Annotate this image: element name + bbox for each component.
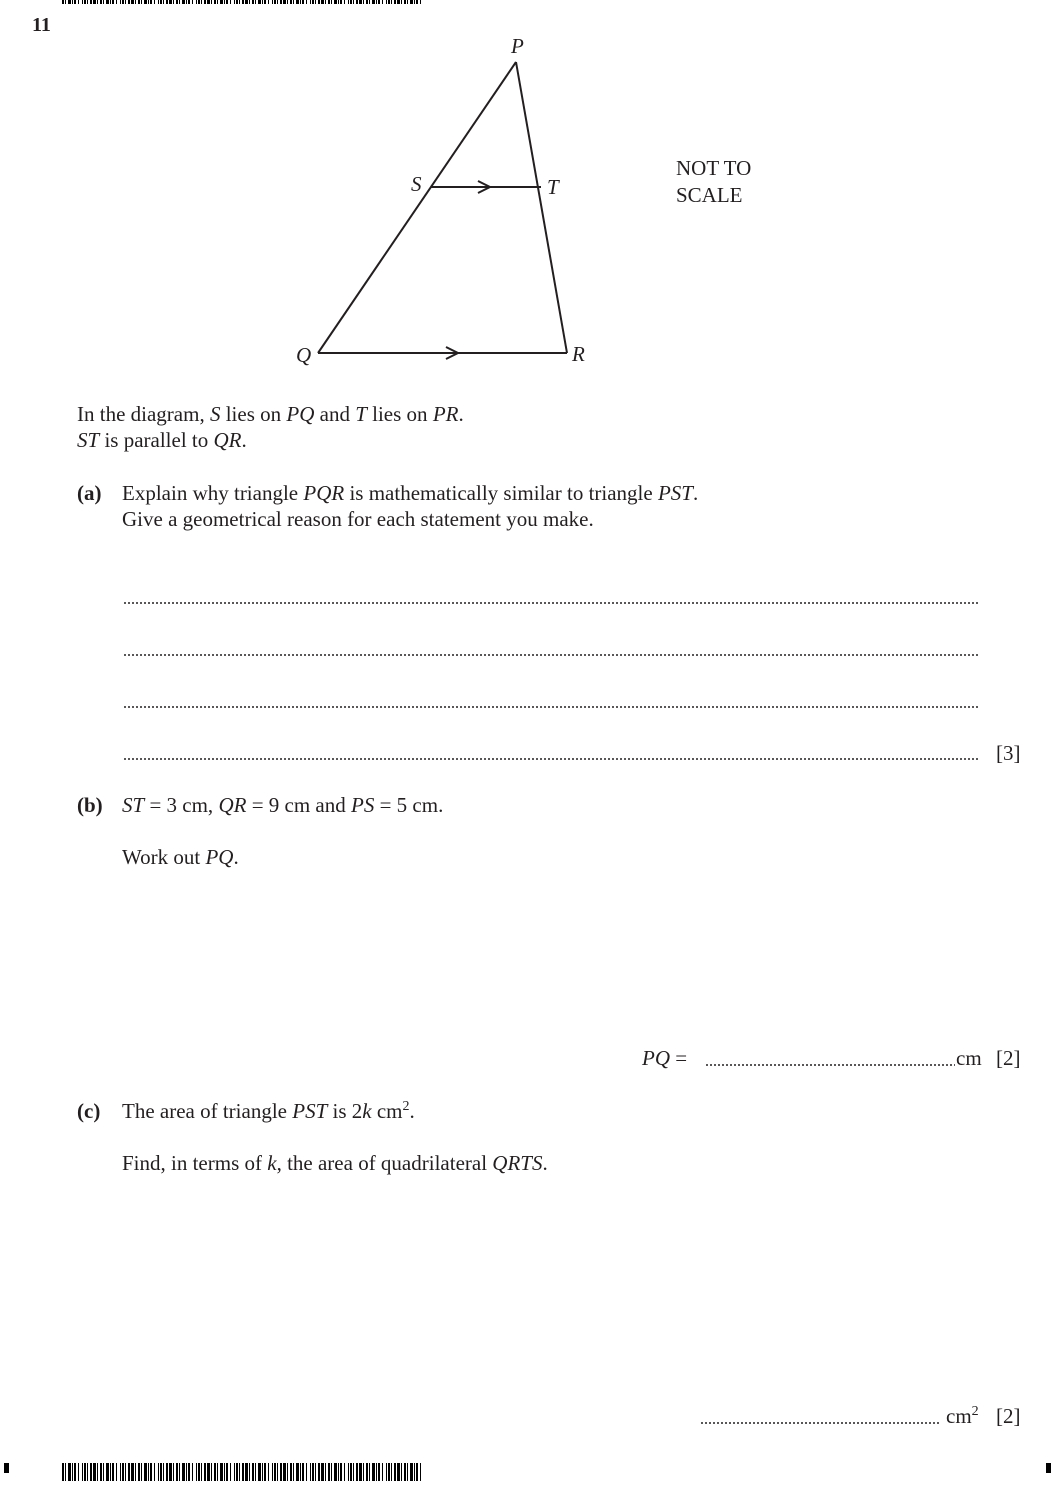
intro-line-1: In the diagram, S lies on PQ and T lies on PR. xyxy=(77,402,464,426)
part-b-answer-field[interactable] xyxy=(705,1064,955,1066)
label-s: S xyxy=(411,172,422,196)
label-q: Q xyxy=(296,343,312,367)
part-b-answer-prefix: PQ = xyxy=(642,1046,688,1070)
not-to-scale-note: NOT TO SCALE xyxy=(676,156,752,207)
label-p: P xyxy=(511,34,524,58)
part-b-given: ST = 3 cm, QR = 9 cm and PS = 5 cm. xyxy=(122,793,444,817)
registration-mark-left xyxy=(4,1463,9,1473)
barcode-top-edge xyxy=(62,0,424,4)
answer-line-a2[interactable] xyxy=(123,654,980,656)
part-c-answer-field[interactable] xyxy=(700,1422,940,1424)
registration-mark-right xyxy=(1046,1463,1051,1473)
part-c-label: (c) xyxy=(77,1099,101,1123)
label-t: T xyxy=(547,175,559,199)
part-a-marks: [3] xyxy=(996,741,1021,765)
part-b-label: (b) xyxy=(77,793,103,817)
answer-line-a4[interactable] xyxy=(123,758,980,760)
part-b-answer-unit: cm xyxy=(956,1046,982,1070)
part-c-given: The area of triangle PST is 2k $cm^2$. xyxy=(122,1099,415,1123)
answer-line-a1[interactable] xyxy=(123,602,980,604)
part-b-task: Work out PQ. xyxy=(122,845,239,869)
part-b-marks: [2] xyxy=(996,1046,1021,1070)
part-a-question: Explain why triangle PQR is mathematically similar to triangle PST. xyxy=(122,481,699,505)
page-number: 11 xyxy=(32,14,51,36)
part-c-answer-unit: $cm^2$ xyxy=(946,1404,979,1428)
label-r: R xyxy=(572,342,585,366)
side-pr xyxy=(516,62,567,353)
intro-line-2: ST is parallel to QR. xyxy=(77,428,247,452)
side-pq xyxy=(318,62,516,353)
part-c-marks: [2] xyxy=(996,1404,1021,1428)
part-a-label: (a) xyxy=(77,481,102,505)
barcode xyxy=(62,1463,424,1481)
part-c-task: Find, in terms of k, the area of quadrilateral QRTS. xyxy=(122,1151,548,1175)
answer-line-a3[interactable] xyxy=(123,706,980,708)
triangle-diagram xyxy=(280,30,620,380)
part-a-instruction: Give a geometrical reason for each statement you make. xyxy=(122,507,594,531)
